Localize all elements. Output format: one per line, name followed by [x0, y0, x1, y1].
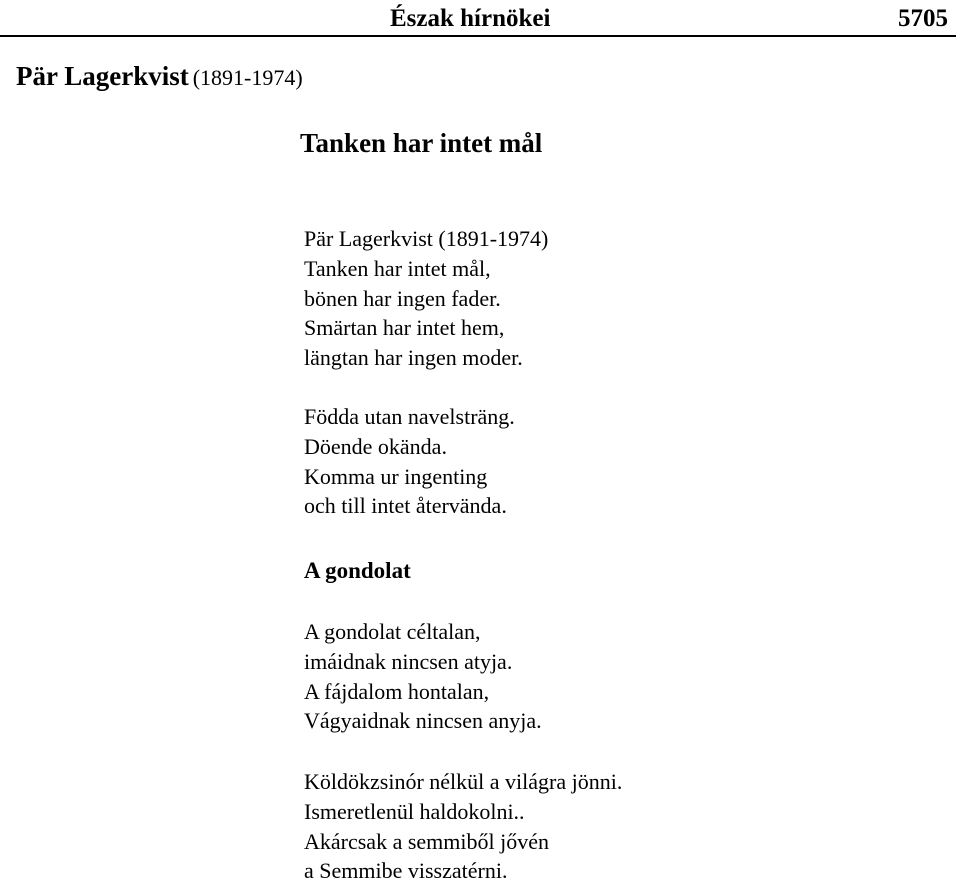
translation-line: A fájdalom hontalan,: [304, 678, 490, 704]
poem-line: Tanken har intet mål,: [304, 255, 491, 281]
translation-line: a Semmibe visszatérni.: [304, 858, 508, 884]
poem-line: och till intet återvända.: [304, 493, 507, 519]
poem-line: Döende okända.: [304, 433, 447, 459]
poem-stanza-1: [304, 224, 548, 373]
poem-title: Tanken har intet mål: [300, 128, 543, 158]
page-number: 5705: [898, 5, 948, 32]
translation-title: A gondolat: [304, 558, 411, 583]
author-name: Pär Lagerkvist: [16, 61, 189, 91]
translation-stanza-2: [304, 767, 622, 886]
running-header: [0, 0, 960, 40]
translation-line: Vágyaidnak nincsen anyja.: [304, 708, 542, 734]
author-years: (1891-1974): [192, 65, 303, 90]
poem-line: Födda utan navelsträng.: [304, 404, 515, 429]
translation-line: A gondolat céltalan,: [304, 619, 481, 644]
poem-line: längtan har ingen moder.: [304, 345, 523, 371]
poem-line: Pär Lagerkvist (1891-1974): [304, 226, 549, 251]
translation-line: Ismeretlenül haldokolni..: [304, 798, 525, 824]
poem-stanza-2: [304, 402, 515, 521]
poem-line: bönen har ingen fader.: [304, 285, 501, 311]
header-title: Észak hírnökei: [390, 5, 551, 32]
translation-line: Akárcsak a semmiből jővén: [304, 828, 549, 854]
translation-line: Köldökzsinór nélkül a világra jönni.: [304, 769, 623, 794]
poem-line: Komma ur ingenting: [304, 463, 488, 489]
translation-stanza-1: [304, 617, 542, 736]
poem-line: Smärtan har intet hem,: [304, 315, 505, 341]
header-rule: [0, 35, 956, 37]
author-heading: [16, 60, 303, 97]
translation-line: imáidnak nincsen atyja.: [304, 648, 513, 674]
